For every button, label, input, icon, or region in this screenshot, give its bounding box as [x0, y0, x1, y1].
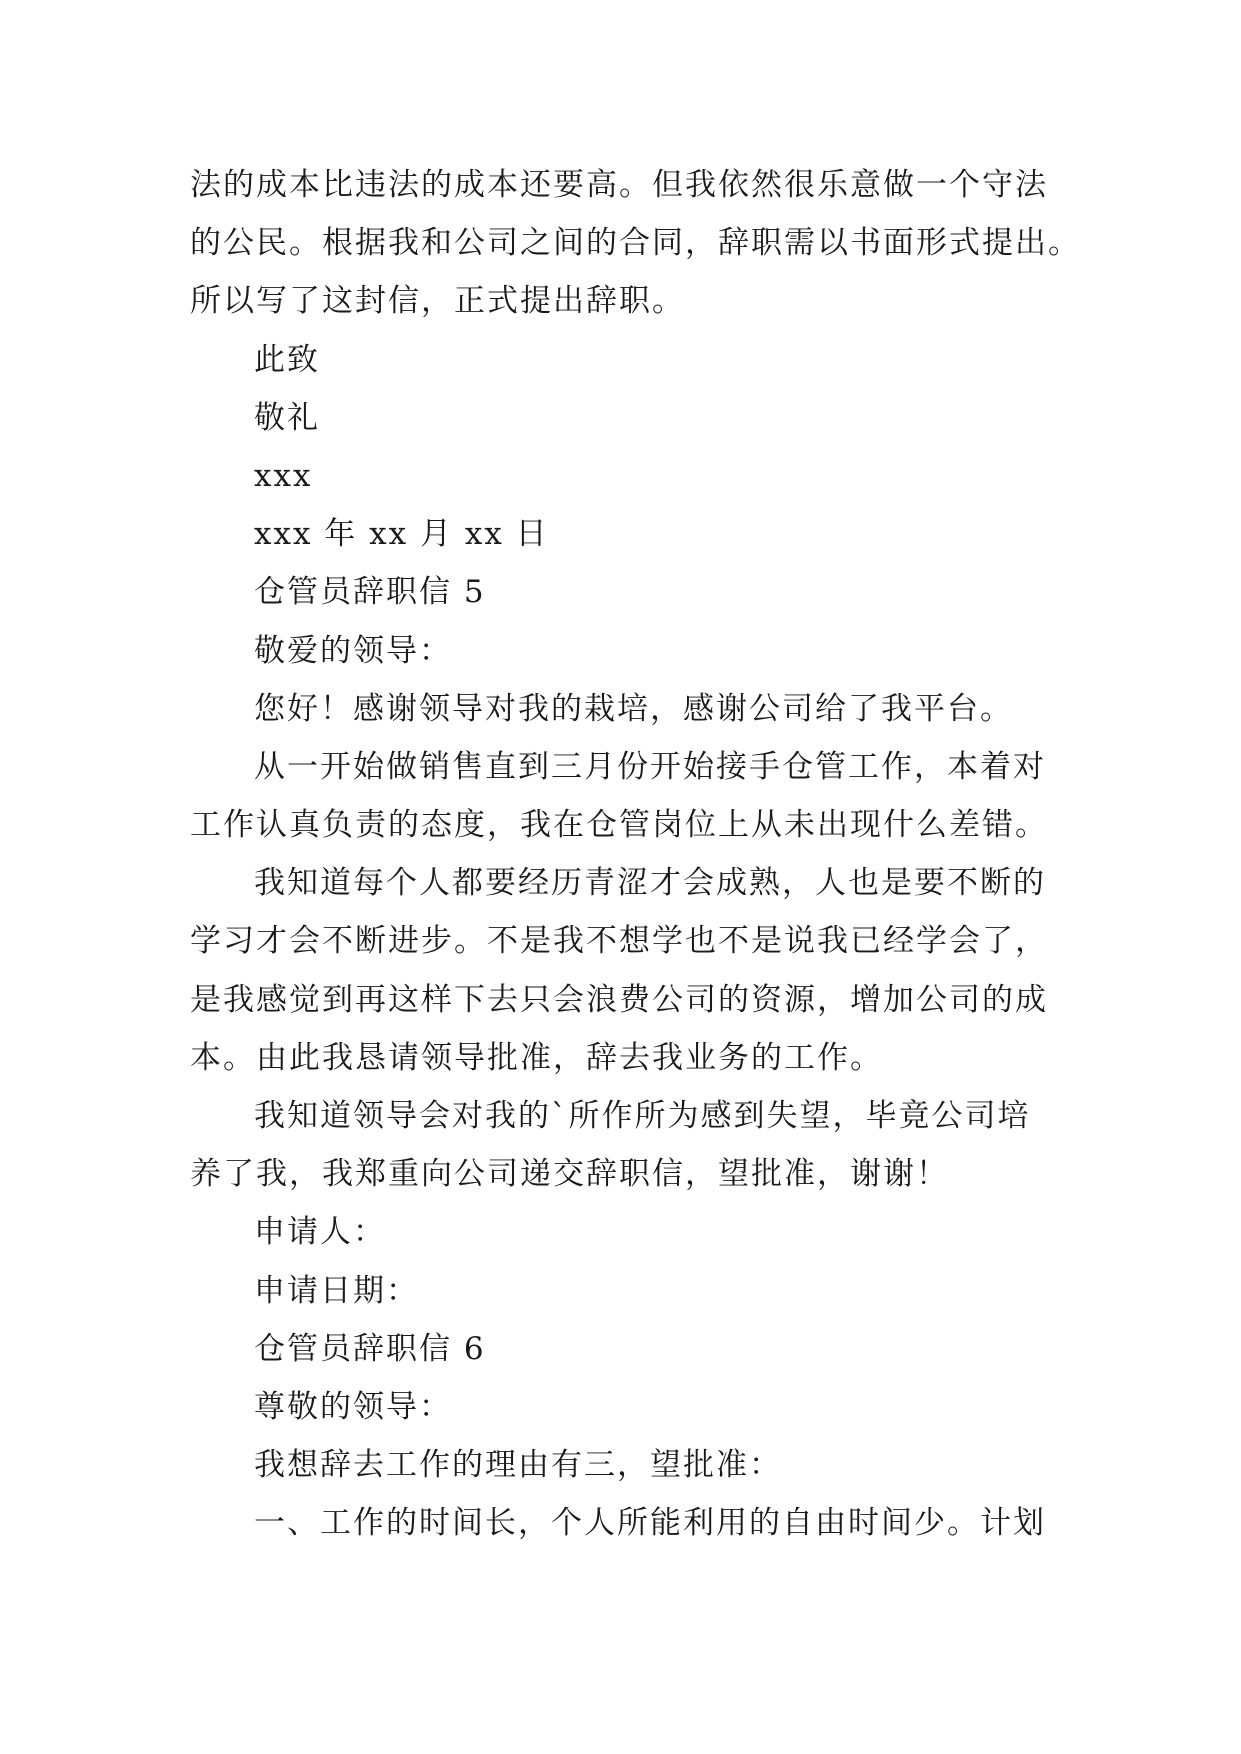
text-line: 工作认真负责的态度，我在仓管岗位上从未出现什么差错。: [190, 807, 1048, 844]
text-line: 一、工作的时间长，个人所能利用的自由时间少。计划: [254, 1505, 1046, 1542]
text-line: 您好！感谢领导对我的栽培，感谢公司给了我平台。: [254, 690, 1013, 727]
applicant-label: 申请人：: [254, 1214, 386, 1251]
text-line: 养了我，我郑重向公司递交辞职信，望批准，谢谢！: [190, 1156, 949, 1193]
text-line: 法的成本比违法的成本还要高。但我依然很乐意做一个守法: [190, 167, 1048, 203]
salutation: 敬爱的领导：: [254, 632, 452, 669]
closing-line: 敬礼: [254, 399, 320, 436]
text-line: 我想辞去工作的理由有三，望批准：: [254, 1447, 782, 1484]
text-line: 本。由此我恳请领导批准，辞去我业务的工作。: [190, 1039, 883, 1076]
salutation: 尊敬的领导：: [254, 1388, 452, 1425]
signature-date: xxx 年 xx 月 xx 日: [254, 516, 549, 553]
text-line: 学习才会不断进步。不是我不想学也不是说我已经学会了，: [190, 923, 1048, 960]
signature-name: xxx: [254, 457, 313, 494]
letter-title: 仓管员辞职信 6: [254, 1330, 486, 1367]
text-line: 我知道每个人都要经历青涩才会成熟，人也是要不断的: [254, 865, 1046, 902]
text-line: 我知道领导会对我的`所作所为感到失望，毕竟公司培: [254, 1098, 1031, 1134]
closing-line: 此致: [254, 341, 320, 378]
text-line: 所以写了这封信，正式提出辞职。: [190, 283, 685, 320]
letter-title: 仓管员辞职信 5: [254, 574, 486, 611]
application-date-label: 申请日期：: [254, 1272, 419, 1309]
text-line: 从一开始做销售直到三月份开始接手仓管工作，本着对: [254, 748, 1046, 785]
text-line: 是我感觉到再这样下去只会浪费公司的资源，增加公司的成: [190, 981, 1048, 1018]
text-line: 的公民。根据我和公司之间的合同，辞职需以书面形式提出。: [190, 225, 1081, 262]
document-body: [190, 156, 1081, 1553]
